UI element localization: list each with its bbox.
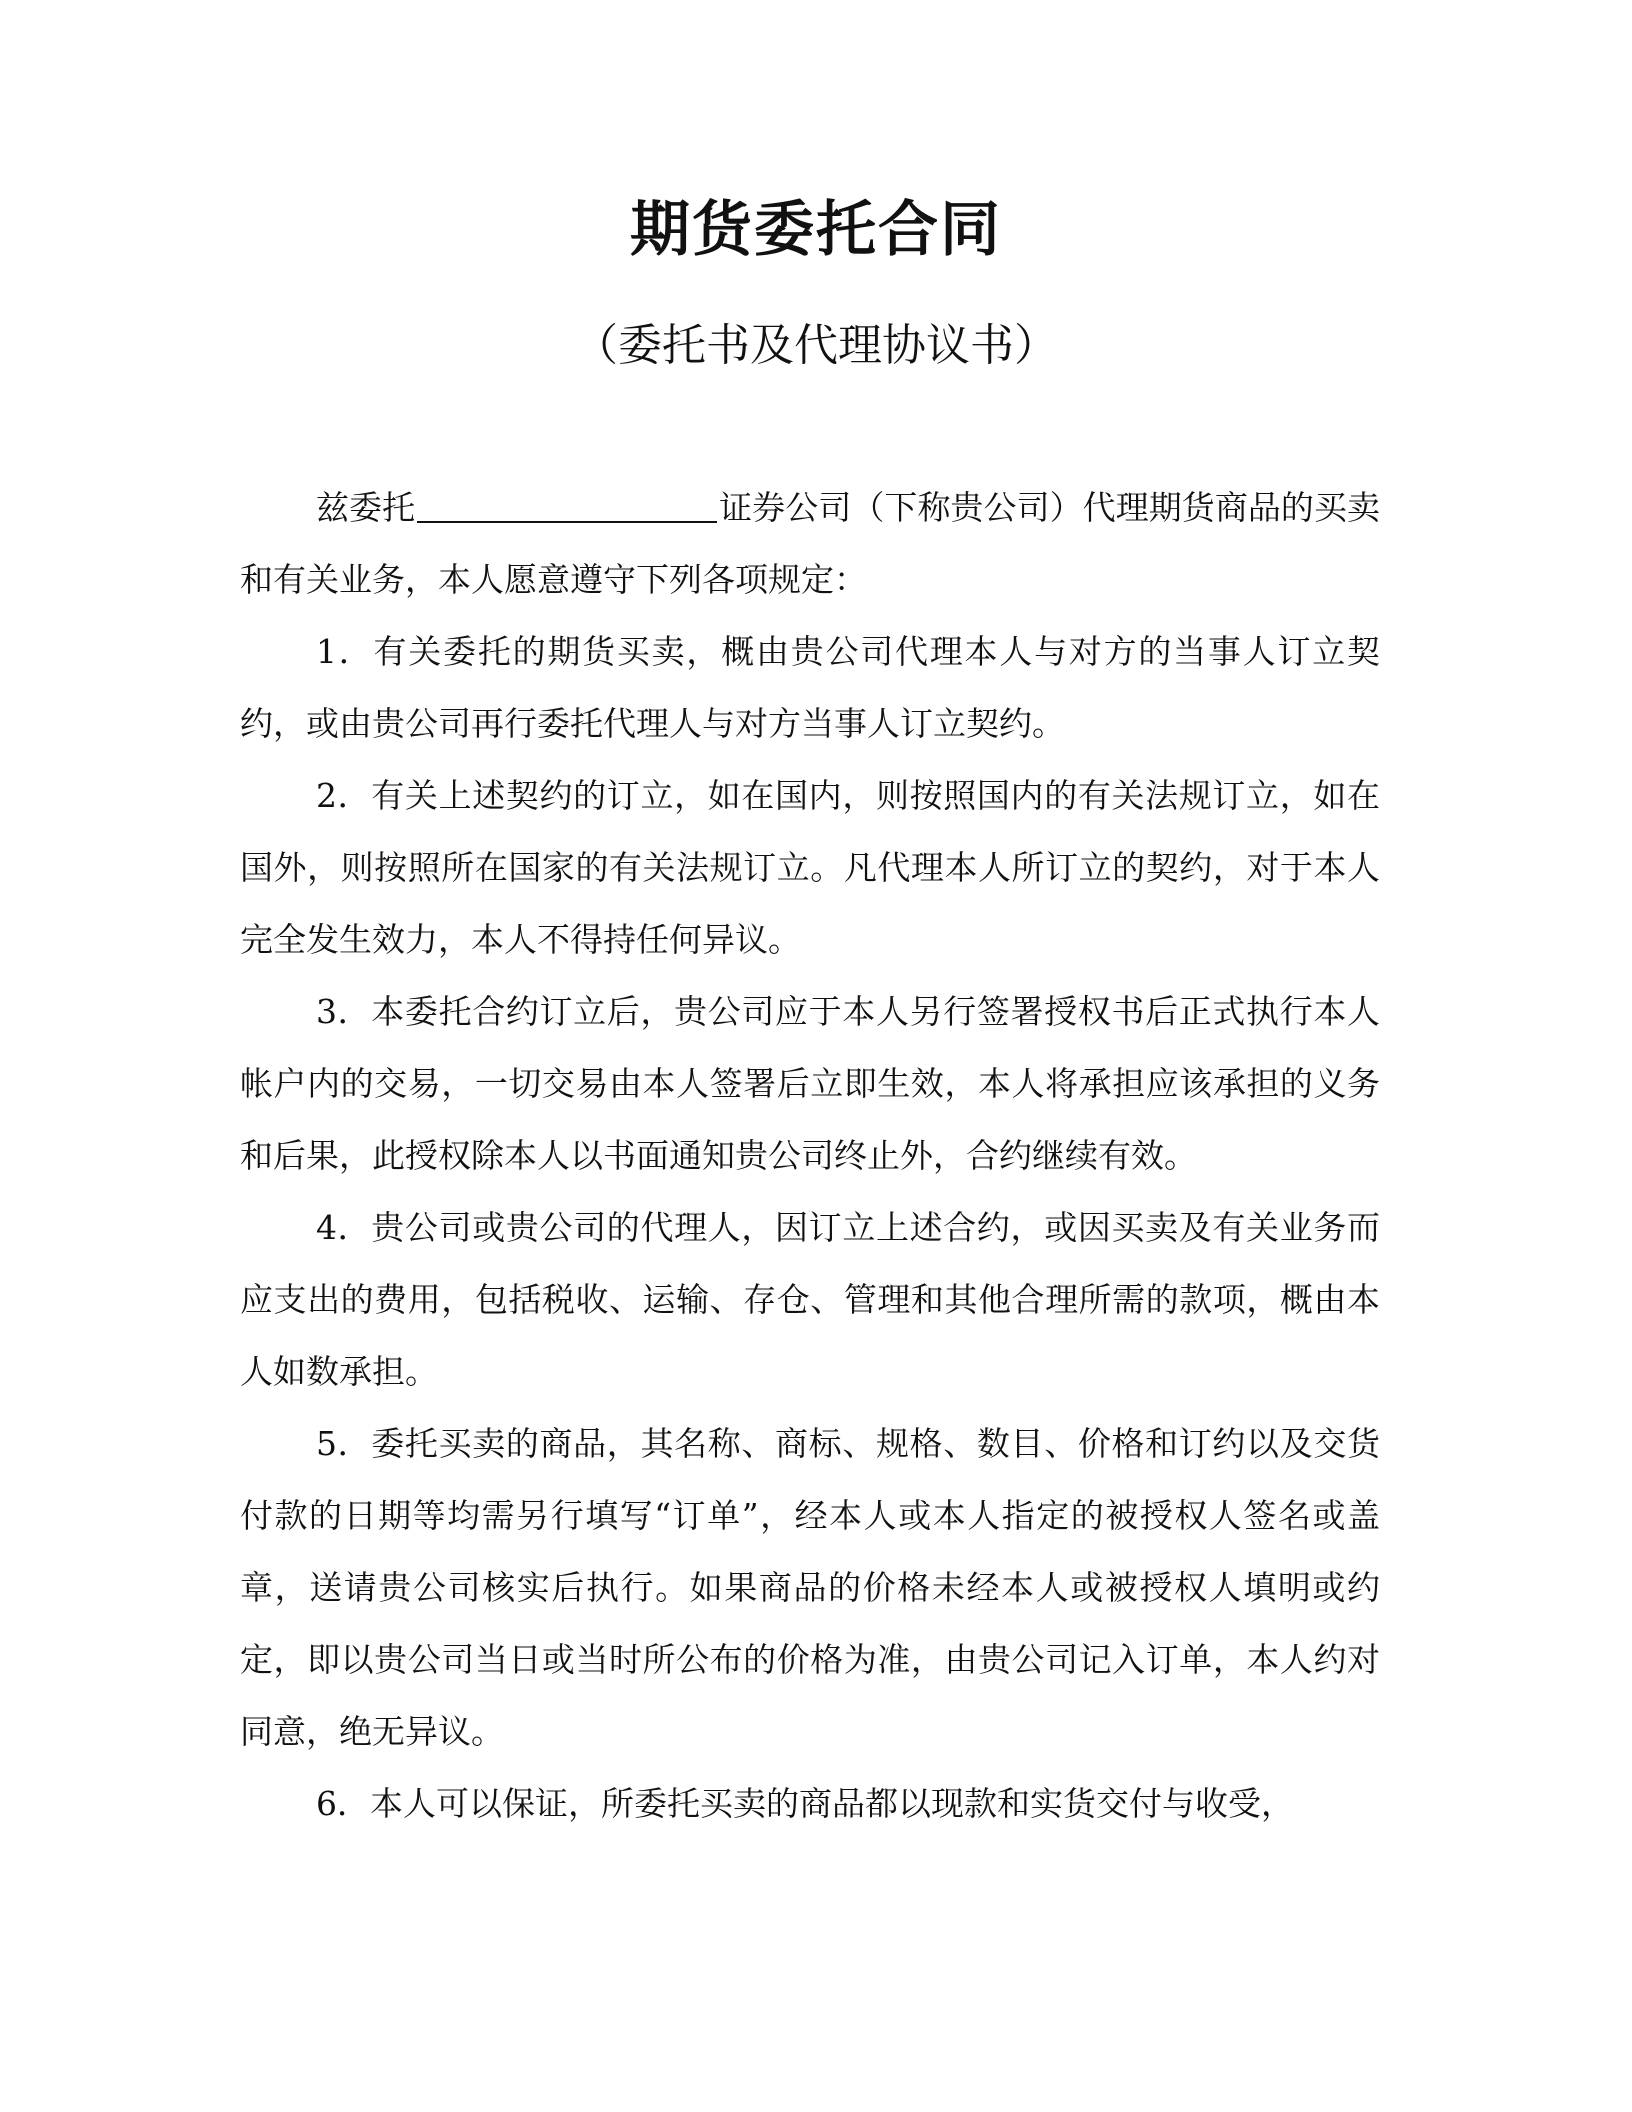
intro-paragraph: [240, 472, 1380, 616]
document-subtitle: （委托书及代理协议书）: [574, 320, 1058, 371]
clause-6: 6．本人可以保证，所委托买卖的商品都以现款和实货交付与收受，: [316, 1784, 1294, 1823]
clause-5: 5．委托买卖的商品，其名称、商标、规格、数目、价格和订约以及交货付款的日期等均需另行填写“订单”，经本人或本人指定的被授权人签名或盖章，送请贵公司核实后执行。如果商品的价格未经本人或被授权人填明或约定，即以贵公司当日或当时所公布的价格为准，由贵公司记入订单，本人约对同意，绝无异议。: [240, 1424, 1380, 1751]
document-title: 期货委托合同: [630, 195, 1002, 265]
intro-text-after-blank: 证券公司（下称贵公司）代理期货商品的买卖和有关业务，本人愿意遵守下列各项规定：: [240, 488, 1381, 599]
document-body: [240, 472, 1380, 1840]
clause-2: 2．有关上述契约的订立，如在国内，则按照国内的有关法规订立，如在国外，则按照所在国家的有关法规订立。凡代理本人所订立的契约，对于本人完全发生效力，本人不得持任何异议。: [240, 776, 1380, 959]
clause-1: 1．有关委托的期货买卖，概由贵公司代理本人与对方的当事人订立契约，或由贵公司再行委托代理人与对方当事人订立契约。: [240, 632, 1380, 743]
clause-3: 3．本委托合约订立后，贵公司应于本人另行签署授权书后正式执行本人帐户内的交易，一切交易由本人签署后立即生效，本人将承担应该承担的义务和后果，此授权除本人以书面通知贵公司终止外，合约继续有效。: [240, 992, 1380, 1175]
fill-in-blank-line: [417, 519, 717, 523]
clause-4: 4．贵公司或贵公司的代理人，因订立上述合约，或因买卖及有关业务而应支出的费用，包括税收、运输、存仓、管理和其他合理所需的款项，概由本人如数承担。: [240, 1208, 1380, 1391]
intro-text-before-blank: 兹委托: [316, 488, 416, 527]
